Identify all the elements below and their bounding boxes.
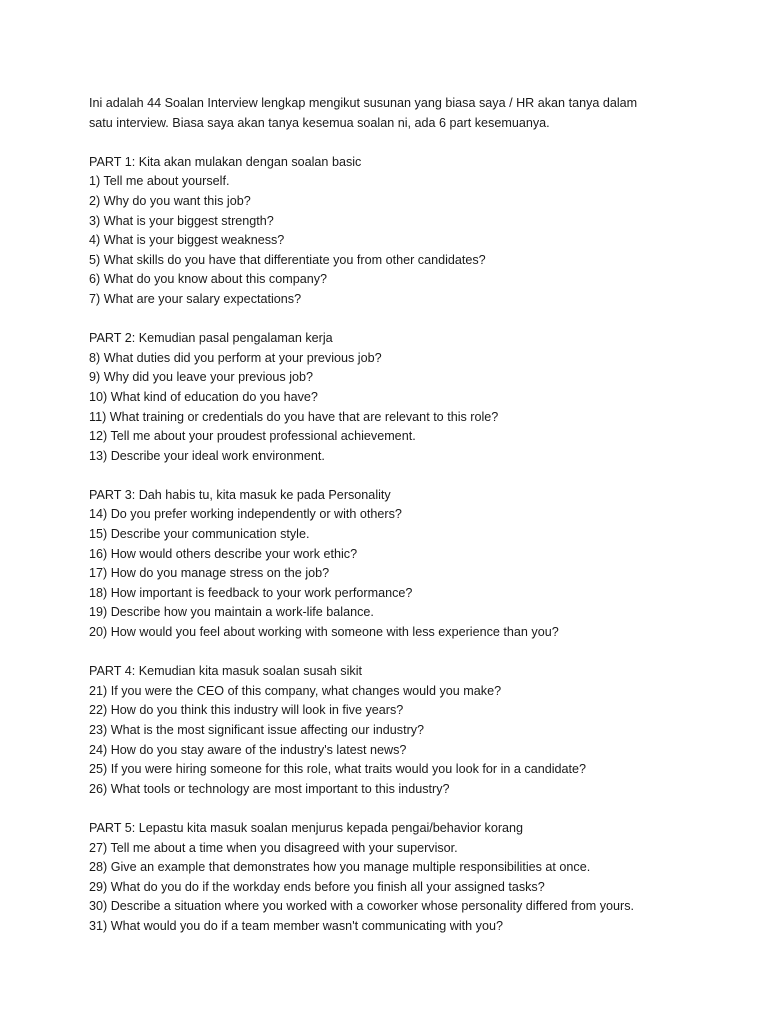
question-item: 19) Describe how you maintain a work-life balance. [89, 605, 374, 620]
part-heading: PART 1: Kita akan mulakan dengan soalan basic [89, 154, 362, 169]
intro-line: satu interview. Biasa saya akan tanya kesemua soalan ni, ada 6 part kesemuanya. [89, 115, 550, 130]
question-item: 30) Describe a situation where you worked with a coworker whose personality differed from yours. [89, 899, 635, 914]
part-heading: PART 3: Dah habis tu, kita masuk ke pada Personality [89, 487, 391, 502]
question-item: 27) Tell me about a time when you disagreed with your supervisor. [89, 840, 458, 855]
question-item: 18) How important is feedback to your work performance? [89, 585, 413, 600]
question-item: 1) Tell me about yourself. [89, 174, 230, 189]
question-item: 7) What are your salary expectations? [89, 291, 302, 306]
part-section [89, 662, 729, 799]
question-item: 28) Give an example that demonstrates how you manage multiple responsibilities at once. [89, 860, 591, 875]
question-item: 21) If you were the CEO of this company, what changes would you make? [89, 683, 502, 698]
question-item: 23) What is the most significant issue affecting our industry? [89, 723, 425, 737]
part-section [89, 486, 729, 643]
question-item: 24) How do you stay aware of the industry's latest news? [89, 742, 407, 757]
part-section [89, 819, 729, 937]
question-item: 11) What training or credentials do you have that are relevant to this role? [89, 409, 499, 424]
question-item: 9) Why did you leave your previous job? [89, 370, 314, 385]
part-heading: PART 2: Kemudian pasal pengalaman kerja [89, 331, 333, 346]
question-item: 16) How would others describe your work ethic? [89, 546, 358, 561]
intro-line: Ini adalah 44 Soalan Interview lengkap mengikut susunan yang biasa saya / HR akan tanya dalam [89, 96, 638, 110]
document-body [89, 94, 729, 937]
part-section [89, 329, 729, 466]
question-item: 15) Describe your communication style. [89, 527, 310, 542]
question-item: 13) Describe your ideal work environment. [89, 448, 325, 463]
question-item: 25) If you were hiring someone for this role, what traits would you look for in a candidate? [89, 762, 587, 777]
question-item: 20) How would you feel about working with someone with less experience than you? [89, 625, 559, 640]
question-item: 6) What do you know about this company? [89, 272, 328, 287]
question-item: 29) What do you do if the workday ends before you finish all your assigned tasks? [89, 879, 545, 894]
question-item: 4) What is your biggest weakness? [89, 233, 285, 248]
part-section [89, 153, 729, 310]
question-item: 8) What duties did you perform at your previous job? [89, 350, 382, 365]
question-item: 3) What is your biggest strength? [89, 213, 274, 228]
question-item: 2) Why do you want this job? [89, 193, 251, 208]
question-item: 10) What kind of education do you have? [89, 389, 318, 404]
question-item: 17) How do you manage stress on the job? [89, 566, 330, 581]
question-parts [89, 153, 729, 937]
question-item: 31) What would you do if a team member wasn't communicating with you? [89, 918, 503, 933]
part-heading: PART 5: Lepastu kita masuk soalan menjurus kepada pengai/behavior korang [89, 820, 524, 835]
question-item: 22) How do you think this industry will look in five years? [89, 703, 404, 718]
intro-paragraph [89, 94, 729, 133]
question-item: 5) What skills do you have that differentiate you from other candidates? [89, 252, 486, 267]
question-item: 12) Tell me about your proudest professional achievement. [89, 429, 416, 444]
question-item: 14) Do you prefer working independently or with others? [89, 507, 402, 522]
question-item: 26) What tools or technology are most important to this industry? [89, 781, 450, 796]
part-heading: PART 4: Kemudian kita masuk soalan susah sikit [89, 664, 362, 679]
